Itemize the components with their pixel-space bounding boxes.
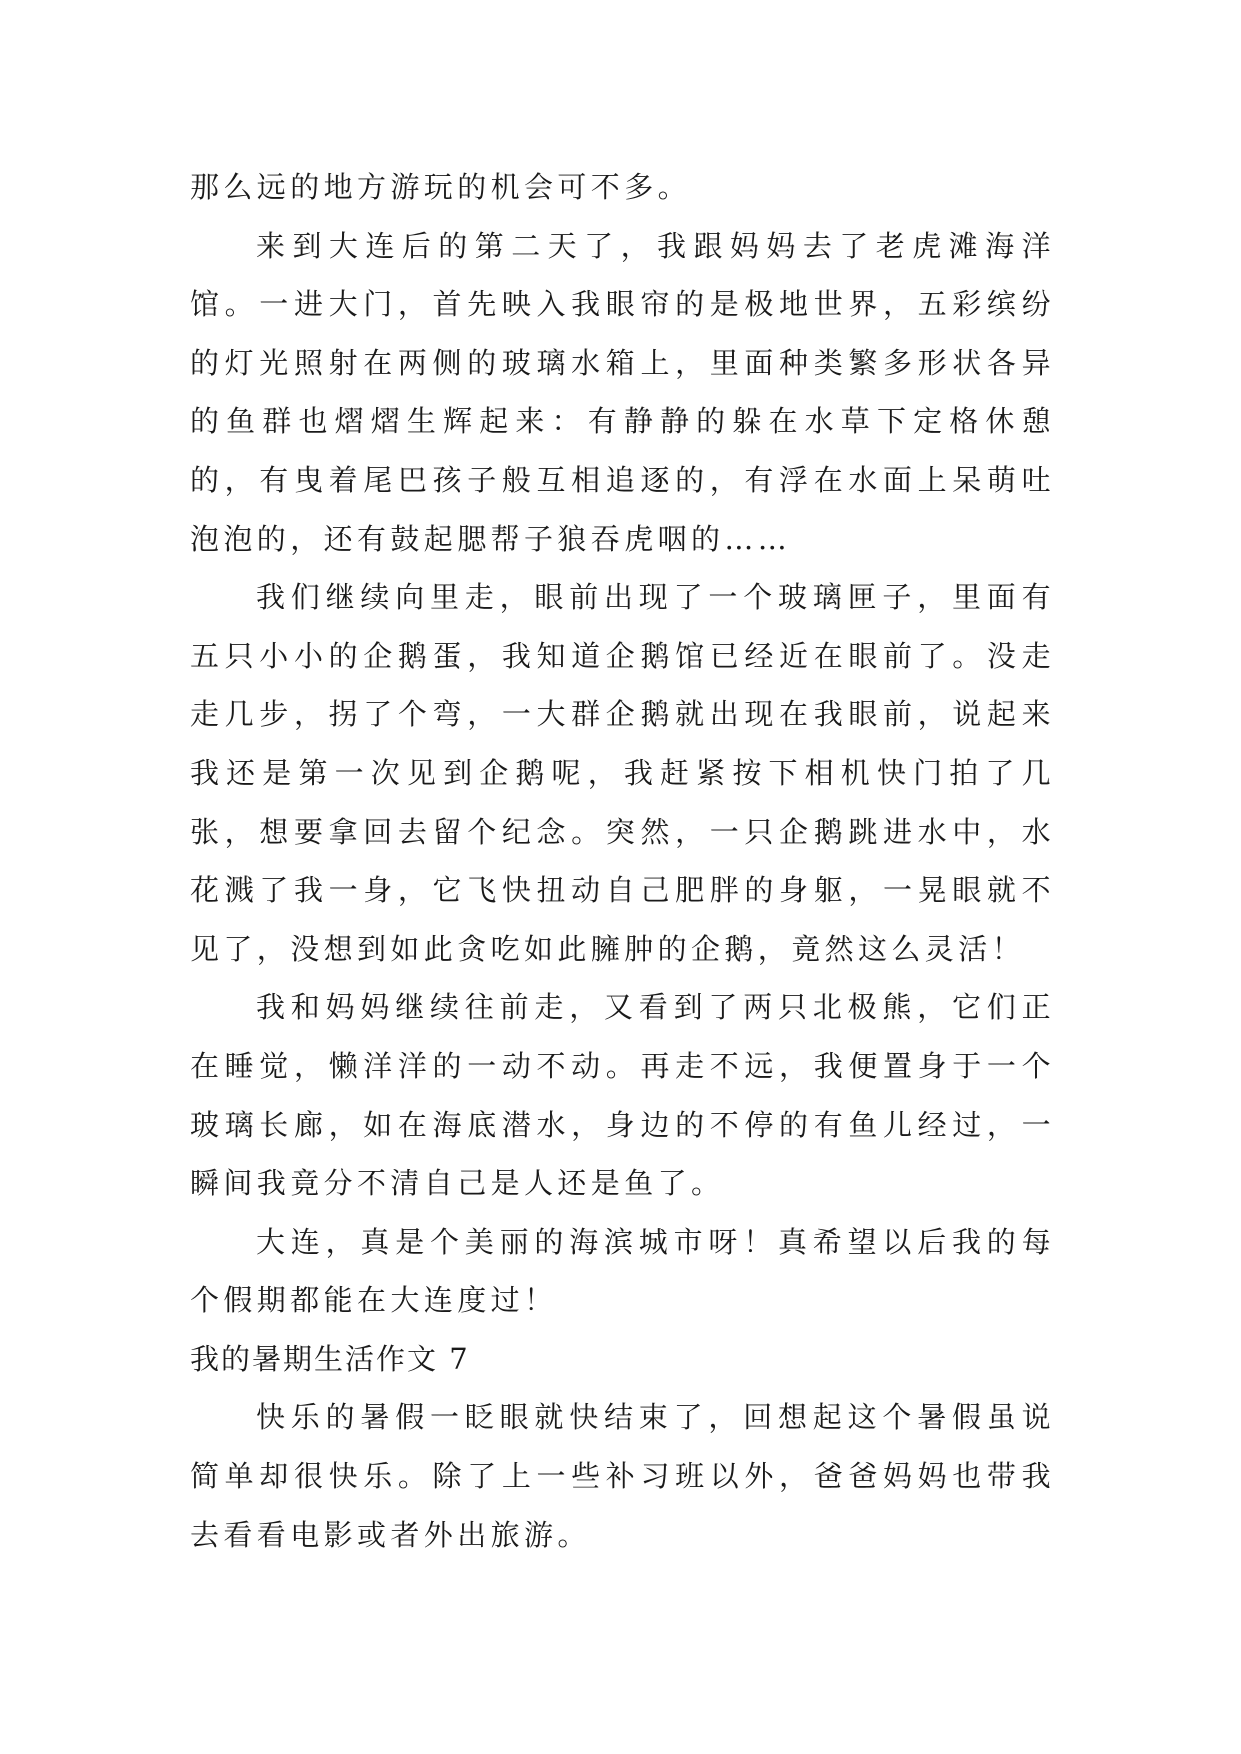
paragraph-penguins: 我们继续向里走，眼前出现了一个玻璃匣子，里面有五只小小的企鹅蛋，我知道企鹅馆已经近在眼前了。没走走几步，拐了个弯，一大群企鹅就出现在我眼前，说起来我还是第一次见到企鹅呢，我赶紧按下相机快门拍了几张，想要拿回去留个纪念。突然，一只企鹅跳进水中，水花溅了我一身，它飞快扭动自己肥胖的身躯，一晃眼就不见了，没想到如此贪吃如此臃肿的企鹅，竟然这么灵活！ — [190, 580, 1055, 966]
essay-heading: 我的暑期生活作文 7 — [190, 1341, 470, 1376]
paragraph-continuation: 那么远的地方游玩的机会可不多。 — [190, 170, 692, 204]
paragraph-polar-bears: 我和妈妈继续往前走，又看到了两只北极熊，它们正在睡觉，懒洋洋的一动不动。再走不远，我便置身于一个玻璃长廊，如在海底潜水，身边的不停的有鱼儿经过，一瞬间我竟分不清自己是人还是鱼了。 — [190, 990, 1055, 1201]
paragraph-haiyangguan: 来到大连后的第二天了，我跟妈妈去了老虎滩海洋馆。一进大门，首先映入我眼帘的是极地世界，五彩缤纷的灯光照射在两侧的玻璃水箱上，里面种类繁多形状各异的鱼群也熠熠生辉起来：有静静的躲在水草下定格休憩的，有曳着尾巴孩子般互相追逐的，有浮在水面上呆萌吐泡泡的，还有鼓起腮帮子狼吞虎咽的…… — [190, 228, 1055, 556]
paragraph-dalian-closing: 大连，真是个美丽的海滨城市呀！真希望以后我的每个假期都能在大连度过！ — [190, 1224, 1055, 1318]
document-body — [190, 158, 1055, 1564]
paragraph-summer-intro: 快乐的暑假一眨眼就快结束了，回想起这个暑假虽说简单却很快乐。除了上一些补习班以外，爸爸妈妈也带我去看看电影或者外出旅游。 — [190, 1400, 1055, 1552]
